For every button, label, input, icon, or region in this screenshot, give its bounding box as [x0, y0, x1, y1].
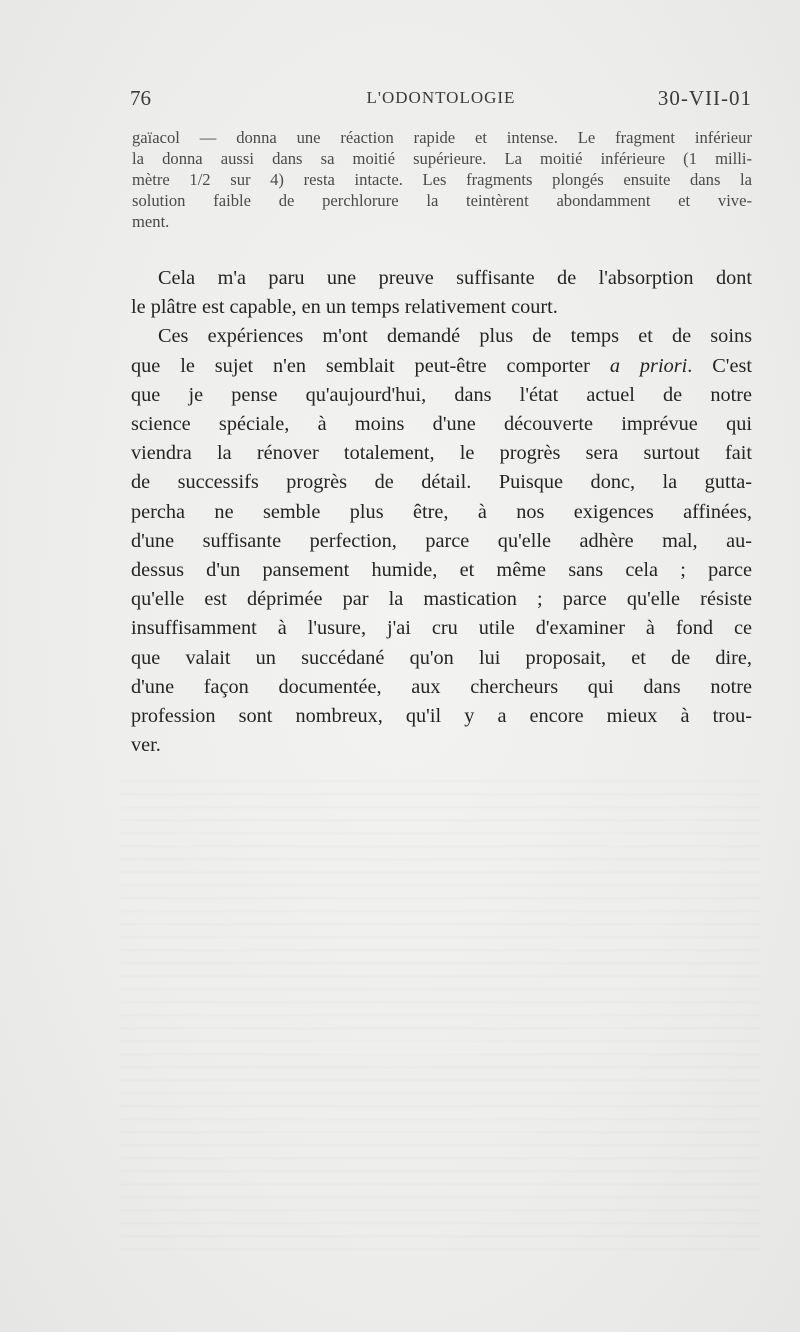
main-text	[131, 264, 752, 760]
text-line: ment.	[132, 212, 170, 231]
paragraph-2-line: ver.	[131, 734, 161, 757]
paragraph-2-line: que valait un succédané qu'on lui proposait, et de dire,	[131, 646, 752, 669]
small-print-paragraph	[132, 127, 752, 232]
paragraph-2-line: dessus d'un pansement humide, et même sans cela ; parce	[131, 559, 752, 582]
page-header	[130, 86, 752, 116]
text-line: la donna aussi dans sa moitié supérieure. La moitié inférieure (1 milli-	[132, 149, 752, 168]
text-segment: que le sujet n'en semblait peut-être comporter	[131, 354, 610, 377]
show-through-texture	[120, 770, 760, 1250]
paragraph-2-line: de successifs progrès de détail. Puisque donc, la gutta-	[131, 471, 752, 494]
text-segment: . C'est	[687, 354, 752, 377]
paragraph-2-line	[131, 352, 752, 381]
paragraph-2-line: Ces expériences m'ont demandé plus de temps et de soins	[158, 325, 752, 348]
issue-date: 30-VII-01	[657, 86, 752, 110]
paragraph-2-line: d'une suffisante perfection, parce qu'elle adhère mal, au-	[131, 529, 752, 552]
paragraph-2-line: d'une façon documentée, aux chercheurs qui dans notre	[131, 675, 752, 698]
text-line: mètre 1/2 sur 4) resta intacte. Les fragments plongés ensuite dans la	[132, 170, 752, 189]
text-line: solution faible de perchlorure la teintèrent abondamment et vive-	[132, 191, 752, 210]
running-title: L'ODONTOLOGIE	[366, 88, 516, 107]
paragraph-2-line: que je pense qu'aujourd'hui, dans l'état actuel de notre	[131, 383, 752, 406]
paragraph-2-line: percha ne semble plus être, à nos exigences affinées,	[131, 500, 752, 523]
paragraph-2-line: qu'elle est déprimée par la mastication ; parce qu'elle résiste	[131, 588, 752, 611]
italic-phrase: a priori	[609, 354, 688, 377]
paragraph-1-line: le plâtre est capable, en un temps relativement court.	[131, 296, 558, 319]
paragraph-2-line: science spéciale, à moins d'une découverte imprévue qui	[131, 413, 752, 436]
paragraph-2-line: profession sont nombreux, qu'il y a encore mieux à trou-	[131, 705, 752, 728]
page-number: 76	[130, 86, 151, 110]
paragraph-2-line: insuffisamment à l'usure, j'ai cru utile d'examiner à fond ce	[131, 617, 752, 640]
paragraph-1-line: Cela m'a paru une preuve suffisante de l'absorption dont	[158, 267, 752, 289]
paragraph-2-line: viendra la rénover totalement, le progrès sera surtout fait	[131, 442, 752, 465]
text-line: gaïacol — donna une réaction rapide et intense. Le fragment inférieur	[132, 128, 752, 147]
